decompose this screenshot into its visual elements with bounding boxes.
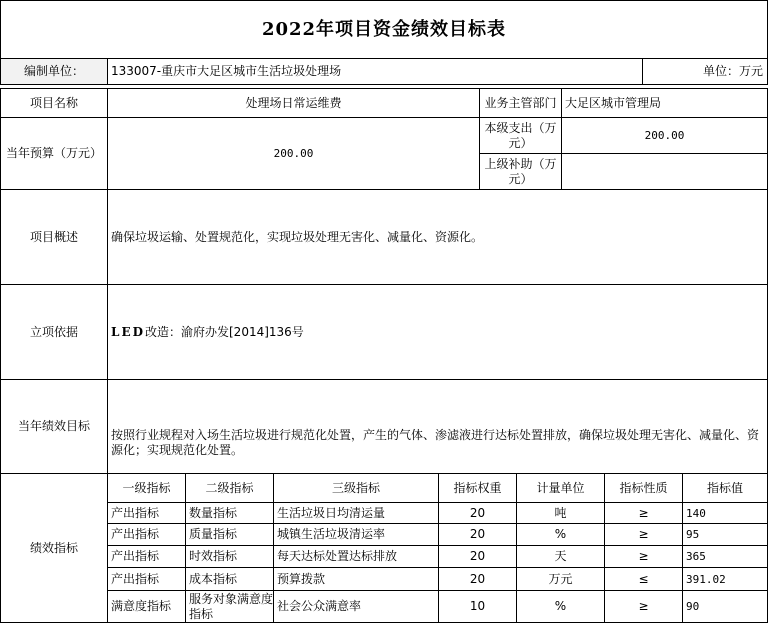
indicator-cell: 生活垃圾日均清运量: [273, 502, 439, 524]
indicator-cell: ≤: [604, 567, 683, 591]
unit-label: 单位：万元: [642, 58, 768, 85]
indicator-cell: 10: [438, 590, 517, 623]
dept-value: 大足区城市管理局: [561, 88, 768, 118]
indicator-cell: %: [516, 590, 605, 623]
basis-label: 立项依据: [0, 284, 108, 380]
indicator-header: 计量单位: [516, 473, 605, 503]
budget-total: 200.00: [107, 117, 480, 190]
basis-prefix: LED: [111, 324, 145, 339]
indicator-cell: 每天达标处置达标排放: [273, 545, 439, 568]
goal-text: 按照行业规程对入场生活垃圾进行规范化处置，产生的气体、渗滤液进行达标处置排放，确保垃圾处理无害化、减量化、资源化；实现规范化处置。: [107, 379, 768, 474]
indicator-cell: 产出指标: [107, 545, 186, 568]
org-label: 编制单位：: [0, 58, 108, 85]
indicator-header: 二级指标: [185, 473, 274, 503]
indicator-cell: 20: [438, 502, 517, 524]
indicator-cell: 服务对象满意度指标: [185, 590, 274, 623]
indicator-cell: 20: [438, 567, 517, 591]
indicator-cell: 140: [682, 502, 768, 524]
indicator-cell: ≥: [604, 590, 683, 623]
indicator-cell: 20: [438, 545, 517, 568]
project-name-label: 项目名称: [0, 88, 108, 118]
indicator-header: 指标性质: [604, 473, 683, 503]
indicator-cell: 产出指标: [107, 523, 186, 546]
level-expense-value: 200.00: [561, 117, 768, 154]
goal-label: 当年绩效目标: [0, 379, 108, 474]
indicator-cell: ≥: [604, 502, 683, 524]
dept-label: 业务主管部门: [479, 88, 562, 118]
indicator-cell: 产出指标: [107, 502, 186, 524]
indicator-header: 一级指标: [107, 473, 186, 503]
indicator-cell: 质量指标: [185, 523, 274, 546]
indicator-cell: 时效指标: [185, 545, 274, 568]
indicator-cell: 满意度指标: [107, 590, 186, 623]
budget-label: 当年预算（万元）: [0, 117, 108, 190]
overview-text: 确保垃圾运输、处置规范化，实现垃圾处理无害化、减量化、资源化。: [107, 189, 768, 285]
indicator-cell: 391.02: [682, 567, 768, 591]
overview-label: 项目概述: [0, 189, 108, 285]
indicator-cell: 预算拨款: [273, 567, 439, 591]
indicator-cell: 产出指标: [107, 567, 186, 591]
indicator-cell: 20: [438, 523, 517, 546]
indicator-cell: 天: [516, 545, 605, 568]
indicator-cell: 城镇生活垃圾清运率: [273, 523, 439, 546]
indicator-cell: ≥: [604, 523, 683, 546]
indicator-header: 指标值: [682, 473, 768, 503]
indicator-cell: 成本指标: [185, 567, 274, 591]
indicator-cell: 95: [682, 523, 768, 546]
indicator-cell: 数量指标: [185, 502, 274, 524]
indicator-header: 指标权重: [438, 473, 517, 503]
indicator-cell: 吨: [516, 502, 605, 524]
subsidy-label: 上级补助（万元）: [479, 153, 562, 190]
indicator-cell: 90: [682, 590, 768, 623]
indicator-cell: %: [516, 523, 605, 546]
subsidy-value: [561, 153, 768, 190]
indicator-cell: ≥: [604, 545, 683, 568]
sheet-title: 2022年项目资金绩效目标表: [0, 0, 768, 58]
indicator-header: 三级指标: [273, 473, 439, 503]
project-name-value: 处理场日常运维费: [107, 88, 480, 118]
org-value: 133007-重庆市大足区城市生活垃圾处理场: [107, 58, 643, 85]
basis-text: 改造：渝府办发[2014]136号: [145, 324, 304, 339]
indicator-cell: 万元: [516, 567, 605, 591]
indicator-cell: 365: [682, 545, 768, 568]
level-expense-label: 本级支出（万元）: [479, 117, 562, 154]
basis-cell: [107, 284, 768, 380]
indicator-cell: 社会公众满意率: [273, 590, 439, 623]
indicators-label: 绩效指标: [0, 473, 108, 623]
